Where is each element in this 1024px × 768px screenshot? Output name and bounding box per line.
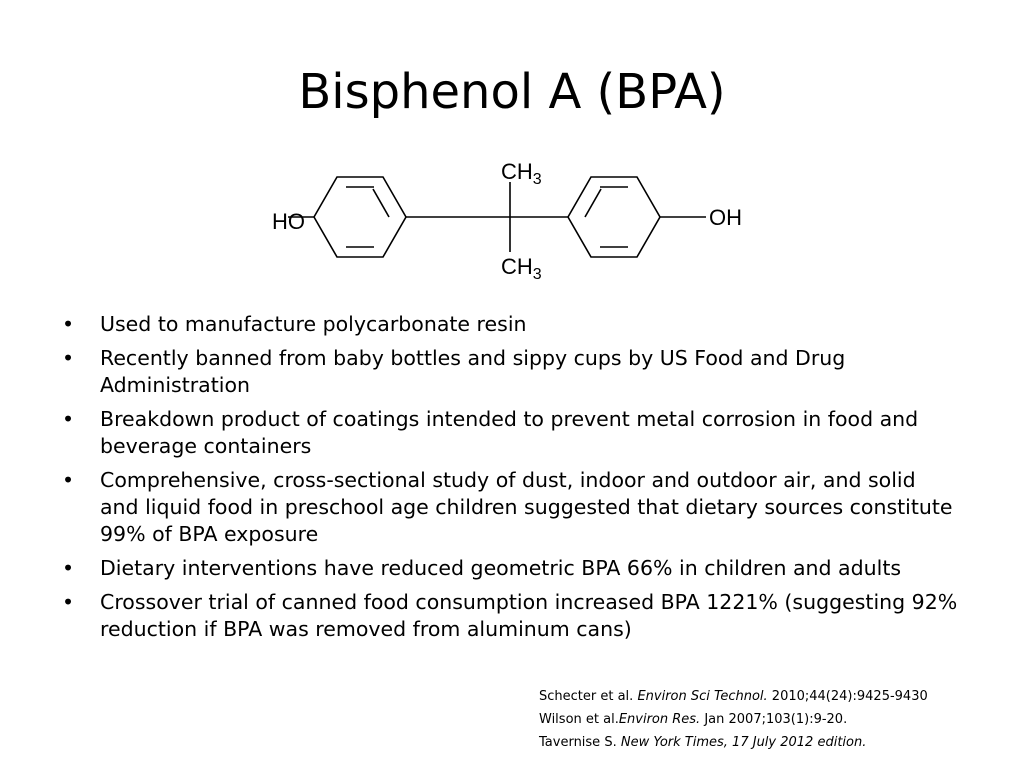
top-methyl-label: $CH_3$	[501, 159, 542, 188]
bullet-item: • Recently banned from baby bottles and sippy cups by US Food and Drug Administration	[62, 346, 846, 397]
references	[539, 685, 1019, 754]
bullet-marker: •	[62, 590, 75, 614]
bullet-item: • Breakdown product of coatings intended to prevent metal corrosion in food and beverage containers	[62, 407, 919, 458]
reference-schecter: Schecter et al. Environ Sci Technol. 2010;44(24):9425-9430	[539, 689, 928, 704]
reference-wilson: Wilson et al.Environ Res. Jan 2007;103(1):9-20.	[539, 712, 848, 727]
bullet-marker: •	[62, 407, 75, 431]
bottom-methyl-label: $CH_3$	[501, 254, 542, 283]
bullet-marker: •	[62, 312, 75, 336]
bullet-marker: •	[62, 468, 75, 492]
oh-label: OH	[709, 205, 742, 230]
bullet-list	[60, 311, 960, 650]
slide-title: Bisphenol A (BPA)	[298, 64, 726, 120]
reference-tavernise: Tavernise S. New York Times, 17 July 2012 edition.	[539, 735, 867, 750]
bullet-item: • Used to manufacture polycarbonate resin	[62, 312, 527, 336]
right-benzene-ring	[568, 177, 660, 257]
bullet-marker: •	[62, 346, 75, 370]
bpa-structure-diagram	[268, 152, 758, 290]
bullet-item: • Crossover trial of canned food consumption increased BPA 1221% (suggesting 92% reduction if BPA was removed from aluminum cans)	[62, 590, 958, 641]
bullet-item: • Comprehensive, cross-sectional study of dust, indoor and outdoor air, and solid and liquid food in preschool age children suggested that dietary sources constitute 99% of BPA exposure	[62, 468, 953, 546]
bullet-item: • Dietary interventions have reduced geometric BPA 66% in children and adults	[62, 556, 902, 580]
left-benzene-ring	[314, 177, 406, 257]
ho-label: HO	[272, 209, 305, 234]
bullet-marker: •	[62, 556, 75, 580]
